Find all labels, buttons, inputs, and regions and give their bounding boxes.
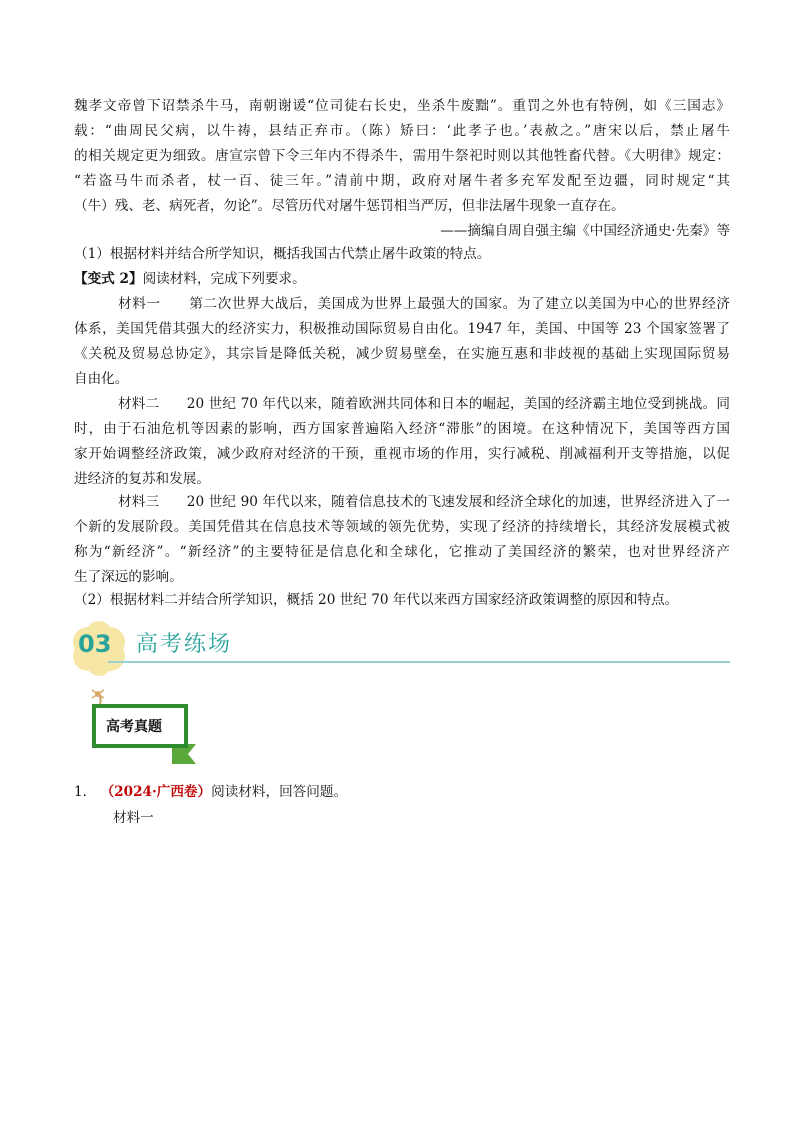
section-header xyxy=(66,620,726,676)
material-3-line: 材料三 20 世纪 90 年代以来，随着信息技术的飞速发展和经济全球化的加速，世界经济进入了一 xyxy=(118,494,730,510)
intro-paragraph xyxy=(74,94,730,244)
material-1-line: 《关税及贸易总协定》，其宗旨是降低关税，减少贸易壁垒，在实施互惠和非歧视的基础上实现国际贸易 xyxy=(74,346,730,362)
material-1-line: 体系，美国凭借其强大的经济实力，积极推动国际贸易自由化。1947 年，美国、中国等 23 个国家签署了 xyxy=(74,321,730,337)
question-2-text: （2）根据材料二并结合所学知识，概括 20 世纪 70 年代以来西方国家经济政策调整的原因和特点。 xyxy=(74,592,679,608)
question-1 xyxy=(74,242,730,267)
question-1-text: （1）根据材料并结合所学知识，概括我国古代禁止屠牛政策的特点。 xyxy=(74,246,491,262)
material-1-line: 材料一 第二次世界大战后，美国成为世界上最强大的国家。为了建立以美国为中心的世界经济 xyxy=(118,296,730,312)
badge-label: 高考真题 xyxy=(106,719,162,735)
material-2-line: 进经济的复苏和发展。 xyxy=(74,471,210,487)
question-2 xyxy=(74,588,730,613)
variant-label: 【变式 2】 xyxy=(74,271,143,287)
material-3-line: 个新的发展阶段。美国凭借其在信息技术等领域的领先优势，实现了经济的持续增长，其经济发展模式被 xyxy=(74,519,730,535)
material-1 xyxy=(74,292,730,392)
material-2-line: 材料二 20 世纪 70 年代以来，随着欧洲共同体和日本的崛起，美国的经济霸主地位受到挑战。同 xyxy=(118,396,730,412)
intro-line: （牛）残、老、病死者，勿论”。尽管历代对屠牛惩罚相当严厉，但非法屠牛现象一直存在。 xyxy=(74,198,625,214)
intro-line: 魏孝文帝曾下诏禁杀牛马，南朝谢谖“位司徒右长史，坐杀牛废黜”。重罚之外也有特例，如《三国志》 xyxy=(74,98,730,114)
section-divider xyxy=(108,661,730,663)
question-source: （2024·广西卷） xyxy=(100,784,212,800)
intro-line: 的相关规定更为细致。唐宣宗曾下令三年内不得杀牛，需用牛祭祀时则以其他牲畜代替。《大明律》规定： xyxy=(74,148,730,164)
intro-line: “若盗马牛而杀者，杖一百、徒三年。”清前中期，政府对屠牛者多充军发配至边疆，同时规定“其 xyxy=(74,173,730,189)
exam-material-label: 材料一 xyxy=(113,810,154,826)
material-1-line: 自由化。 xyxy=(74,371,129,387)
source-citation: ——摘编自周自强主编《中国经济通史·先秦》等 xyxy=(440,223,730,239)
material-3 xyxy=(74,490,730,590)
section-number: 03 xyxy=(78,630,112,658)
exam-badge xyxy=(88,688,198,768)
material-3-line: 生了深远的影响。 xyxy=(74,569,183,585)
question-number: 1． xyxy=(74,784,97,800)
material-3-line: 称为“新经济”。“新经济”的主要特征是信息化和全球化，它推动了美国经济的繁荣，也对世界经济产 xyxy=(74,544,730,560)
variant-instruction: 阅读材料，完成下列要求。 xyxy=(142,271,306,287)
material-2-line: 家开始调整经济政策，减少政府对经济的干预，重视市场的作用，实行减税、削减福利开支等措施，以促 xyxy=(74,446,730,462)
material-2-line: 时，由于石油危机等因素的影响，西方国家普遍陷入经济“滞胀”的困境。在这种情况下，美国等西方国 xyxy=(74,421,730,437)
exam-question xyxy=(74,780,347,805)
intro-line: 载：“曲周民父病，以牛祷，县结正弃市。（陈）矫曰：‘此孝子也。’表赦之。”唐宋以后，禁止屠牛 xyxy=(74,123,730,139)
question-prompt: 阅读材料，回答问题。 xyxy=(211,784,348,800)
section-title: 高考练场 xyxy=(136,632,233,657)
variant-heading xyxy=(74,267,730,292)
material-2 xyxy=(74,392,730,492)
